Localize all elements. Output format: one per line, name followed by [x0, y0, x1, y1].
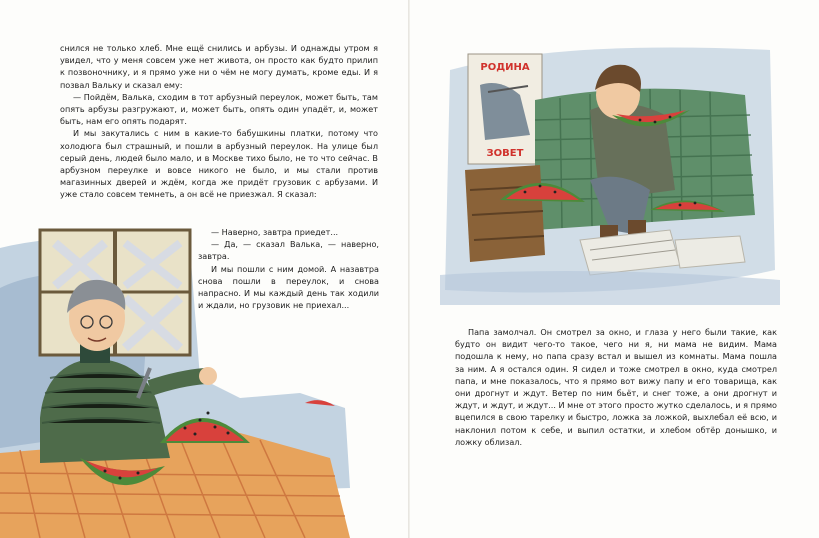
paragraph: — Пойдём, Валька, сходим в тот арбузный переулок, может быть, там опять арбузы разгружают, и, может быть, опять один упадёт, и, может быть, нам его опять подарят. [60, 91, 378, 127]
paragraph: Папа замолчал. Он смотрел за окно, и глаза у него были такие, как будто он видит чего-то такое, чего ни я, ни мама не видим. Мама подошла к нему, но папа сразу встал и вышел из комнаты. Мама пошла за ним. А я остался один. Я сидел и тоже смотрел в окно, куда смотрел папа, и мне показалось, что я прямо вот вижу папу и его товарища, как они дрогнут и ждут. Ветер по ним бьёт, и снег тоже, а они дрогнут и ждут, и ждут, и ждут... И мне от этого просто жутко сделалось, и я прямо вцепился в свою тарелку и быстро, ложка за ложкой, выхлебал её всю, и наклонил потом к себе, и выпил остатки, и хлебом обтёр донышко, и ложку облизал. [455, 327, 777, 447]
left-text-top [60, 42, 378, 201]
right-text [455, 326, 777, 448]
poster-top-text: РОДИНА [480, 62, 530, 73]
paragraph: — Наверно, завтра приедет... [211, 227, 339, 237]
illustration-boy-watermelon [0, 228, 409, 538]
paragraph: снился не только хлеб. Мне ещё снились и арбузы. И однажды утром я увидел, что у меня совсем уже нет живота, он просто как будто прилип к позвоночнику, и я прямо уже ни о чём не могу думать, кроме еды. И я позвал Вальку и сказал ему: [60, 43, 378, 90]
paragraph: И мы пошли с ним домой. А назавтра снова пошли в переулок, и снова напрасно. И мы каждый день так ходили и ждали, но грузовик не приехал... [198, 263, 379, 311]
paragraph: И мы закутались с ним в какие-то бабушкины платки, потому что холодюга был страшный, и пошли в арбузный переулок. На улице был серый день, людей было мало, и в Москве тихо было, не то что сейчас. В арбузном переулке и вовсе никого не было, и мы стали против магазинных дверей и ждём, когда же придёт грузовик с арбузами. И уже стало совсем темнеть, а он всё не приезжал. Я сказал: [60, 128, 378, 200]
paragraph: — Да, — сказал Валька, — наверно, завтра. [198, 239, 379, 262]
illustration-boy-sofa [440, 40, 780, 305]
left-page [0, 0, 409, 538]
poster-bottom-text: ЗОВЕТ [486, 148, 524, 159]
